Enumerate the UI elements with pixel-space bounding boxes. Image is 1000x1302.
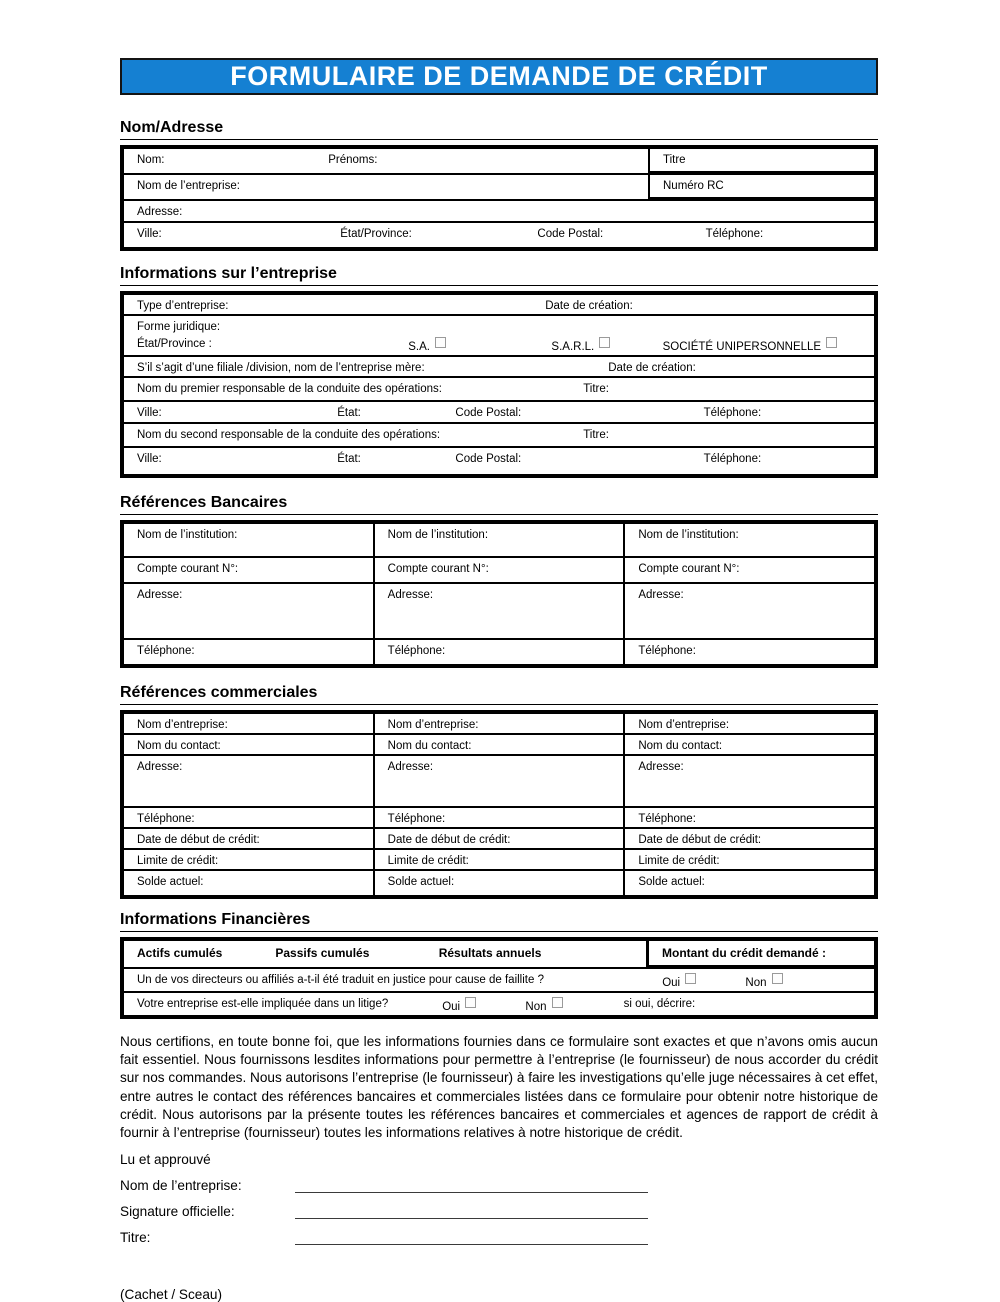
- field-label: Nom du second responsable de la conduite des opérations:: [137, 429, 441, 441]
- field-label: Adresse:: [387, 761, 434, 773]
- field-label: Date de création:: [545, 300, 633, 312]
- table-row: [124, 448, 874, 474]
- field-label: Compte courant N°:: [638, 563, 740, 575]
- field-label: Résultats annuels: [438, 946, 542, 960]
- bank-phone-field-2[interactable]: [373, 640, 624, 664]
- table-row: [124, 524, 874, 558]
- option-unipersonnelle: [663, 337, 837, 354]
- second-manager-city-field[interactable]: [124, 448, 874, 474]
- field-label: Titre: [663, 154, 686, 166]
- bank-institution-field-3[interactable]: [623, 524, 874, 556]
- question-label: Votre entreprise est-elle impliquée dans un litige?: [137, 998, 389, 1010]
- bank-institution-field-1[interactable]: [124, 524, 373, 556]
- table-row: [124, 295, 874, 316]
- checkbox-faillite-oui[interactable]: [685, 973, 696, 984]
- field-label: Adresse:: [638, 761, 684, 773]
- form-title: FORMULAIRE DE DEMANDE DE CRÉDIT: [230, 61, 768, 91]
- current-balance-field-1[interactable]: [124, 871, 373, 895]
- field-label: Nom d’entreprise:: [137, 719, 228, 731]
- checkbox-sarl[interactable]: [599, 337, 610, 348]
- table-row: [124, 850, 874, 871]
- bank-phone-field-1[interactable]: [124, 640, 373, 664]
- section-heading-name-address: Nom/Adresse: [120, 119, 878, 140]
- field-label: Ville:: [137, 228, 162, 240]
- option-non: [745, 973, 782, 990]
- table-row: [124, 175, 874, 201]
- field-label: Nom du contact:: [387, 740, 472, 752]
- field-label: Ville:: [137, 453, 162, 465]
- field-label: Solde actuel:: [638, 876, 705, 888]
- field-label: Nom du premier responsable de la conduite des opérations:: [137, 383, 442, 395]
- field-label: Nom de l’institution:: [387, 529, 489, 541]
- field-label: Montant du crédit demandé :: [662, 946, 827, 960]
- litigation-question-field[interactable]: [124, 993, 874, 1015]
- field-label: Actifs cumulés: [137, 946, 223, 960]
- field-label: Adresse:: [137, 206, 183, 218]
- first-manager-field[interactable]: [124, 378, 874, 400]
- company-type-field[interactable]: [124, 295, 874, 314]
- name-address-table: [120, 145, 878, 251]
- field-label: État:: [337, 407, 361, 419]
- certification-paragraph: Nous certifions, en toute bonne foi, que les informations fournies dans ce formulaire sont exactes et que n’avons omis aucun fait essentiel. Nous fournissons lesdites informations pour permettre à l’entreprise (le fournisseur) de nous accorder du crédit sur nos commandes. Nous autorisons l’entreprise (le fournisseur) à faire les investigations qu’elle juge nécessaires à cet effet, entre autres le contact des références bancaires et commerciales listées dans ce formulaire pour obtenir notre historique de crédit. Nous autorisons par la présente toutes les références bancaires et commerciales et agences de rapport de crédit à fournir à l’entreprise (fournisseur) toutes les informations relatives à notre historique de crédit.: [120, 1034, 878, 1141]
- signature-title-label: Titre:: [120, 1230, 151, 1246]
- second-manager-field[interactable]: [124, 424, 874, 446]
- field-label: Nom d’entreprise:: [638, 719, 730, 731]
- table-row: [124, 969, 874, 993]
- seal-label: (Cachet / Sceau): [120, 1287, 222, 1302]
- field-label: Téléphone:: [703, 407, 762, 419]
- signature-official-row: [120, 1202, 878, 1219]
- field-label: Nom du contact:: [137, 740, 221, 752]
- bank-account-field-3[interactable]: [623, 558, 874, 582]
- trade-contact-field-3[interactable]: [623, 735, 874, 754]
- field-label: Limite de crédit:: [137, 855, 219, 867]
- bankruptcy-question-field[interactable]: [124, 969, 874, 991]
- option-oui: [662, 973, 742, 990]
- company-name-field[interactable]: [124, 175, 648, 199]
- field-label: Ville:: [137, 407, 162, 419]
- table-row: [124, 941, 874, 969]
- field-label: Date de début de crédit:: [137, 834, 260, 846]
- field-label: Nom de l’institution:: [638, 529, 739, 541]
- field-label: Code Postal:: [537, 228, 604, 240]
- option-label: S.A.: [408, 341, 430, 353]
- trade-address-field-1[interactable]: [124, 756, 373, 806]
- section-heading-financial-info: Informations Financières: [120, 911, 878, 932]
- bank-phone-field-3[interactable]: [623, 640, 874, 664]
- credit-application-form: [120, 0, 878, 1302]
- credit-start-date-field-2[interactable]: [373, 829, 624, 848]
- table-row: [124, 756, 874, 808]
- field-label: Forme juridique:: [137, 321, 221, 333]
- field-label: Solde actuel:: [137, 876, 204, 888]
- checkbox-faillite-non[interactable]: [772, 973, 783, 984]
- signature-company-label: Nom de l’entreprise:: [120, 1178, 242, 1194]
- name-field[interactable]: [124, 149, 648, 173]
- bank-account-field-2[interactable]: [373, 558, 624, 582]
- signature-company-row: [120, 1176, 878, 1193]
- option-oui: [442, 997, 522, 1014]
- table-row: [124, 558, 874, 584]
- table-row: [124, 640, 874, 664]
- bank-references-table: [120, 520, 878, 668]
- trade-contact-field-1[interactable]: [124, 735, 373, 754]
- field-label: S’il s’agit d’une filiale /division, nom de l’entreprise mère:: [137, 362, 425, 374]
- table-row: [124, 223, 874, 247]
- field-label: Titre:: [583, 429, 609, 441]
- field-label: Numéro RC: [663, 180, 724, 192]
- field-label: Code Postal:: [455, 453, 522, 465]
- table-row: [124, 871, 874, 895]
- field-label: État/Province:: [340, 228, 412, 240]
- credit-limit-field-1[interactable]: [124, 850, 373, 869]
- credit-start-date-field-1[interactable]: [124, 829, 373, 848]
- table-row: [124, 424, 874, 448]
- title-field[interactable]: [648, 149, 874, 173]
- field-label: Nom d’entreprise:: [387, 719, 479, 731]
- checkbox-litige-oui[interactable]: [465, 997, 476, 1008]
- rc-number-field[interactable]: [648, 175, 874, 199]
- approval-text: Lu et approuvé: [120, 1152, 211, 1168]
- field-label: Limite de crédit:: [387, 855, 469, 867]
- credit-start-date-field-3[interactable]: [623, 829, 874, 848]
- field-label: Passifs cumulés: [275, 946, 370, 960]
- signature-official-label: Signature officielle:: [120, 1204, 235, 1220]
- signature-company-line[interactable]: [295, 1178, 648, 1193]
- company-info-table: [120, 291, 878, 478]
- field-label: Téléphone:: [703, 453, 762, 465]
- field-label: Limite de crédit:: [638, 855, 720, 867]
- field-label: État:: [337, 453, 361, 465]
- credit-limit-field-3[interactable]: [623, 850, 874, 869]
- table-row: [124, 829, 874, 850]
- field-label: Type d’entreprise:: [137, 300, 229, 312]
- current-balance-field-3[interactable]: [623, 871, 874, 895]
- option-label: Non: [745, 977, 767, 989]
- section-heading-company-info: Informations sur l’entreprise: [120, 265, 878, 286]
- bank-address-field-3[interactable]: [623, 584, 874, 638]
- field-label: Nom de l’institution:: [137, 529, 238, 541]
- field-label: Téléphone:: [387, 813, 446, 825]
- field-label: Nom:: [137, 154, 165, 166]
- field-label: Nom de l’entreprise:: [137, 180, 240, 192]
- trade-phone-field-2[interactable]: [373, 808, 624, 827]
- option-sa: [408, 337, 548, 354]
- table-row: [124, 714, 874, 735]
- table-row: [124, 808, 874, 829]
- trade-contact-field-2[interactable]: [373, 735, 624, 754]
- bank-institution-field-2[interactable]: [373, 524, 624, 556]
- signature-title-row: [120, 1228, 878, 1245]
- table-row: [124, 316, 874, 357]
- option-label: S.A.R.L.: [551, 341, 595, 353]
- credit-amount-field[interactable]: [646, 941, 874, 967]
- field-label: Adresse:: [638, 589, 684, 601]
- first-manager-city-field[interactable]: [124, 402, 874, 422]
- address-field[interactable]: [124, 201, 874, 221]
- describe-label: si oui, décrire:: [623, 998, 696, 1010]
- table-row: [124, 993, 874, 1015]
- field-label: Nom du contact:: [638, 740, 723, 752]
- signature-official-line[interactable]: [295, 1204, 648, 1219]
- table-row: [124, 402, 874, 424]
- section-heading-bank-references: Références Bancaires: [120, 494, 878, 515]
- field-label: Date de début de crédit:: [387, 834, 511, 846]
- option-sarl: [551, 337, 659, 354]
- option-non: [525, 997, 620, 1014]
- trade-company-field-2[interactable]: [373, 714, 624, 733]
- credit-limit-field-2[interactable]: [373, 850, 624, 869]
- field-label: Téléphone:: [638, 813, 696, 825]
- financial-totals-field[interactable]: [124, 941, 646, 967]
- legal-form-field[interactable]: [124, 316, 874, 355]
- option-label: Non: [525, 1001, 547, 1013]
- trade-phone-field-3[interactable]: [623, 808, 874, 827]
- field-label: Téléphone:: [387, 645, 446, 657]
- commercial-references-table: [120, 710, 878, 899]
- financial-info-table: [120, 937, 878, 1019]
- trade-address-field-3[interactable]: [623, 756, 874, 806]
- trade-company-field-3[interactable]: [623, 714, 874, 733]
- checkbox-sa[interactable]: [435, 337, 446, 348]
- field-label: Date de création:: [608, 362, 696, 374]
- table-row: [124, 357, 874, 378]
- field-label: Adresse:: [387, 589, 434, 601]
- table-row: [124, 378, 874, 402]
- table-row: [124, 584, 874, 640]
- field-label: Téléphone:: [137, 813, 195, 825]
- trade-address-field-2[interactable]: [373, 756, 624, 806]
- trade-company-field-1[interactable]: [124, 714, 373, 733]
- trade-phone-field-1[interactable]: [124, 808, 373, 827]
- question-label: Un de vos directeurs ou affiliés a-t-il été traduit en justice pour cause de faillite ?: [137, 974, 544, 986]
- field-label: Titre:: [583, 383, 609, 395]
- field-label: Compte courant N°:: [137, 563, 239, 575]
- checkbox-unipersonnelle[interactable]: [826, 337, 837, 348]
- parent-company-field[interactable]: [124, 357, 874, 376]
- field-label: Adresse:: [137, 589, 183, 601]
- bank-account-field-1[interactable]: [124, 558, 373, 582]
- option-label: Oui: [662, 977, 681, 989]
- current-balance-field-2[interactable]: [373, 871, 624, 895]
- field-label: Compte courant N°:: [387, 563, 489, 575]
- field-label: Téléphone:: [705, 228, 764, 240]
- field-label: Code Postal:: [455, 407, 522, 419]
- bank-address-field-2[interactable]: [373, 584, 624, 638]
- option-label: Oui: [442, 1001, 461, 1013]
- field-label: Téléphone:: [638, 645, 696, 657]
- signature-title-line[interactable]: [295, 1230, 648, 1245]
- city-state-zip-phone-field[interactable]: [124, 223, 874, 247]
- bank-address-field-1[interactable]: [124, 584, 373, 638]
- table-row: [124, 735, 874, 756]
- field-label: Solde actuel:: [387, 876, 455, 888]
- table-row: [124, 149, 874, 175]
- table-row: [124, 201, 874, 223]
- checkbox-litige-non[interactable]: [552, 997, 563, 1008]
- field-label: Adresse:: [137, 761, 183, 773]
- field-label: Prénoms:: [328, 154, 378, 166]
- field-label: Date de début de crédit:: [638, 834, 762, 846]
- form-title-banner: [120, 58, 878, 95]
- section-heading-commercial-references: Références commerciales: [120, 684, 878, 705]
- option-label: SOCIÉTÉ UNIPERSONNELLE: [662, 341, 822, 353]
- field-label: Téléphone:: [137, 645, 195, 657]
- field-label: État/Province :: [137, 338, 212, 350]
